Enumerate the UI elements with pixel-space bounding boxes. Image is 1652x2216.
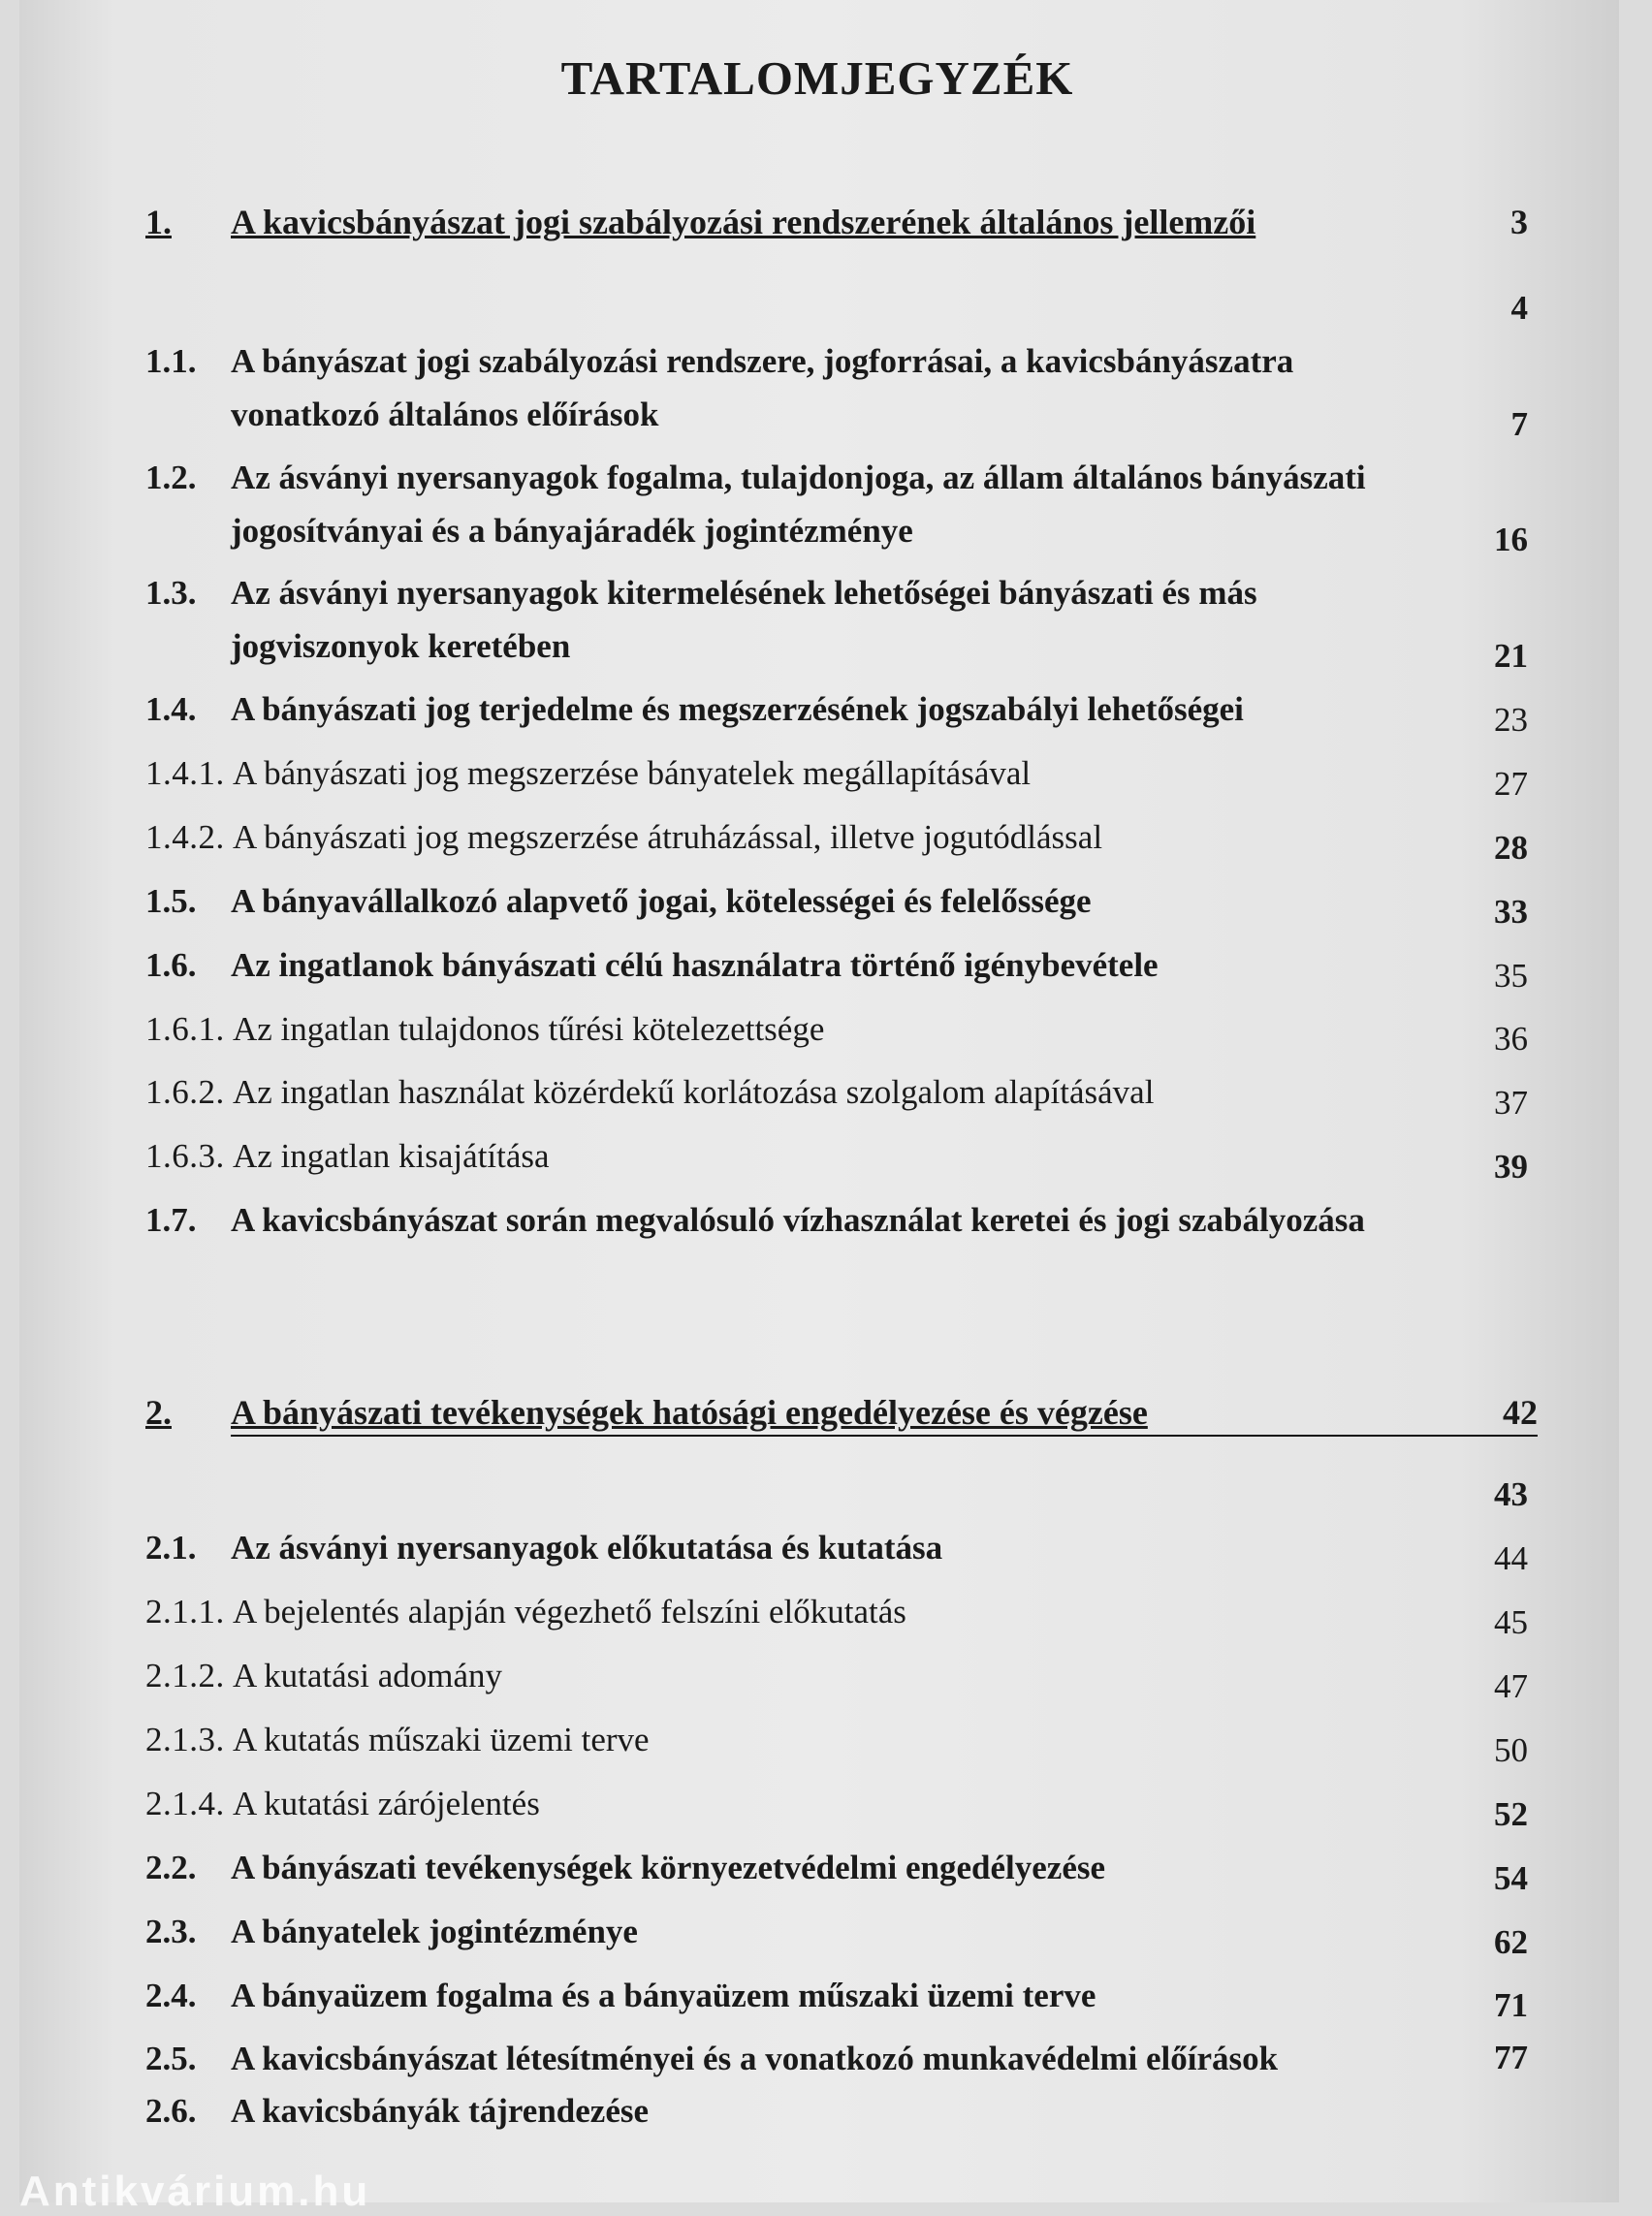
entry-title: Az ásványi nyersanyagok fogalma, tulajdonjoga, az állam általános bányászati jogosítványai és a bányajáradék jogintézménye xyxy=(231,459,1366,550)
entry-page-number: 47 xyxy=(1494,1667,1528,1705)
page-title: TARTALOMJEGYZÉK xyxy=(560,51,1074,105)
entry-title: Az ásványi nyersanyagok előkutatása és kutatása xyxy=(231,1529,943,1567)
entry-number: 1.4. xyxy=(145,690,197,728)
entry-number: 2.6. xyxy=(145,2092,197,2130)
section-underline xyxy=(231,1435,1538,1437)
entry-number: 1.7. xyxy=(145,1201,197,1239)
entry-page-number: 71 xyxy=(1494,1986,1528,2024)
entry-title: A bányászat jogi szabályozási rendszere, jogforrásai, a kavicsbányászatra vonatkozó általános előírások xyxy=(231,342,1294,433)
document-page xyxy=(19,0,1619,2215)
entry-page-number: 50 xyxy=(1494,1731,1528,1769)
entry-title: Az ingatlanok bányászati célú használatra történő igénybevétele xyxy=(231,946,1159,984)
entry-number: 1.6. xyxy=(145,946,197,984)
entry-title: Az ingatlan kisajátítása xyxy=(233,1137,550,1175)
entry-page-number: 33 xyxy=(1494,893,1528,931)
section-page-number: 42 xyxy=(1503,1393,1538,1432)
entry-number: 2.1. xyxy=(145,1529,197,1567)
entry-title: A kutatás műszaki üzemi terve xyxy=(233,1721,650,1758)
entry-number: 2.2. xyxy=(145,1849,197,1886)
entry-page-number: 37 xyxy=(1494,1084,1528,1122)
watermark-text: Antikvárium.hu xyxy=(19,2168,371,2215)
entry-page-number: 52 xyxy=(1494,1795,1528,1833)
entry-page-number: 77 xyxy=(1494,2039,1528,2076)
entry-page-number: 36 xyxy=(1494,1020,1528,1058)
entry-page-number: 35 xyxy=(1494,957,1528,995)
entry-title: Az ásványi nyersanyagok kitermelésének lehetőségei bányászati és más jogviszonyok keretében xyxy=(231,574,1257,665)
entry-number: 1.4.1. xyxy=(145,754,225,792)
entry-page-number: 28 xyxy=(1494,829,1528,867)
entry-number: 2.1.3. xyxy=(145,1721,225,1758)
entry-page-number: 16 xyxy=(1494,521,1528,558)
entry-number: 1.6.3. xyxy=(145,1137,225,1175)
entry-number: 1.2. xyxy=(145,459,197,496)
entry-number: 1.6.1. xyxy=(145,1010,225,1048)
entry-title: A kutatási zárójelentés xyxy=(233,1785,540,1822)
entry-page-number: 39 xyxy=(1494,1148,1528,1186)
entry-title: A bányászati jog megszerzése átruházással, illetve jogutódlással xyxy=(233,818,1103,856)
section-number: 2. xyxy=(145,1393,172,1432)
entry-title: A bányatelek jogintézménye xyxy=(231,1913,638,1950)
entry-title: A bejelentés alapján végezhető felszíni előkutatás xyxy=(233,1593,906,1630)
section-page-number: 3 xyxy=(1510,203,1528,241)
entry-title: A kavicsbányászat létesítményei és a vonatkozó munkavédelmi előírások xyxy=(231,2040,1279,2077)
entry-number: 2.1.4. xyxy=(145,1785,225,1822)
entry-title: A kavicsbányászat során megvalósuló vízhasználat keretei és jogi szabályozása xyxy=(231,1201,1365,1239)
entry-number: 1.5. xyxy=(145,882,197,920)
entry-page-number: 43 xyxy=(1494,1475,1528,1513)
entry-page-number: 7 xyxy=(1510,405,1528,443)
entry-page-number: 27 xyxy=(1494,765,1528,803)
entry-title: A bányavállalkozó alapvető jogai, kötelességei és felelőssége xyxy=(231,882,1092,920)
entry-number: 1.4.2. xyxy=(145,818,225,856)
entry-title: A bányászati jog megszerzése bányatelek megállapításával xyxy=(233,754,1032,792)
entry-number: 2.4. xyxy=(145,1977,197,2014)
entry-page-number: 21 xyxy=(1494,637,1528,675)
entry-title: A bányászati jog terjedelme és megszerzésének jogszabályi lehetőségei xyxy=(231,690,1244,728)
entry-title: A kutatási adomány xyxy=(233,1657,503,1694)
entry-page-number: 4 xyxy=(1510,289,1528,327)
entry-title: Az ingatlan használat közérdekű korlátozása szolgalom alapításával xyxy=(233,1073,1155,1111)
entry-title: Az ingatlan tulajdonos tűrési kötelezettsége xyxy=(233,1010,825,1048)
section-number: 1. xyxy=(145,203,172,241)
entry-number: 1.3. xyxy=(145,574,197,612)
entry-page-number: 62 xyxy=(1494,1923,1528,1961)
entry-title: A bányászati tevékenységek környezetvédelmi engedélyezése xyxy=(231,1849,1106,1886)
section-title: A kavicsbányászat jogi szabályozási rendszerének általános jellemzői xyxy=(231,203,1256,241)
entry-page-number: 23 xyxy=(1494,701,1528,739)
entry-page-number: 45 xyxy=(1494,1603,1528,1641)
entry-title: A kavicsbányák tájrendezése xyxy=(231,2092,650,2130)
entry-number: 2.3. xyxy=(145,1913,197,1950)
entry-page-number: 44 xyxy=(1494,1539,1528,1577)
section-title: A bányászati tevékenységek hatósági engedélyezése és végzése xyxy=(231,1393,1148,1432)
entry-number: 2.1.2. xyxy=(145,1657,225,1694)
entry-page-number: 54 xyxy=(1494,1859,1528,1897)
entry-title: A bányaüzem fogalma és a bányaüzem műszaki üzemi terve xyxy=(231,1977,1096,2014)
entry-number: 2.5. xyxy=(145,2040,197,2077)
entry-number: 1.6.2. xyxy=(145,1073,225,1111)
entry-number: 2.1.1. xyxy=(145,1593,225,1630)
entry-number: 1.1. xyxy=(145,342,197,380)
